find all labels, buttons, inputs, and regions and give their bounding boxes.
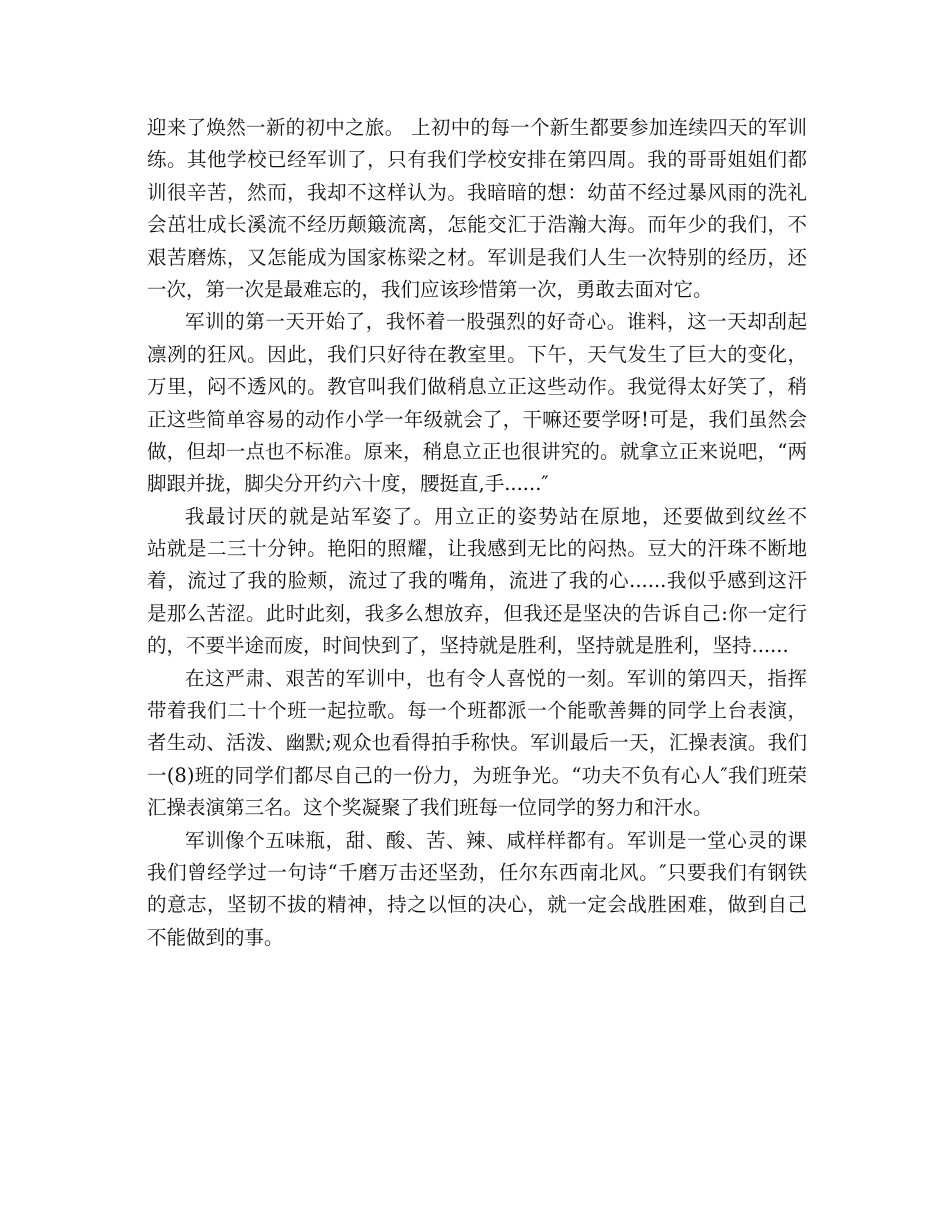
text-line: 站就是二三十分钟。艳阳的照耀，让我感到无比的闷热。豆大的汗珠不断地 — [147, 537, 807, 561]
text-line: 迎来了焕然一新的初中之旅。 上初中的每一个新生都要参加连续四天的军训 — [147, 116, 807, 139]
text-line: 我们曾经学过一句诗“千磨万击还坚劲，任尔东西南北风。″只要我们有钢铁 — [147, 860, 807, 884]
text-line: 军训的第一天开始了，我怀着一股强烈的好奇心。谁料，这一天却刮起 — [185, 310, 807, 334]
paragraph-4 — [147, 663, 807, 825]
text-line: 的意志，坚韧不拔的精神，持之以恒的决心，就一定会战胜困难，做到自己 — [147, 893, 807, 917]
text-line: 凛冽的狂风。因此，我们只好待在教室里。下午，天气发生了巨大的变化， — [147, 342, 807, 366]
paragraph-1 — [147, 112, 807, 306]
text-line: 带着我们二十个班一起拉歌。每一个班都派一个能歌善舞的同学上台表演， — [147, 699, 807, 723]
paragraph-2 — [147, 306, 807, 500]
text-line: 军训像个五味瓶，甜、酸、苦、辣、咸样样都有。军训是一堂心灵的课 — [185, 828, 807, 852]
text-line: 万里，闷不透风的。教官叫我们做稍息立正这些动作。我觉得太好笑了，稍 — [147, 375, 807, 399]
text-line: 脚跟并拢，脚尖分开约六十度，腰挺直,手......″ — [147, 472, 549, 496]
text-line: 正这些简单容易的动作小学一年级就会了，干嘛还要学呀!可是，我们虽然会 — [147, 407, 807, 431]
text-line: 一(8)班的同学们都尽自己的一份力，为班争光。“功夫不负有心人″我们班荣 — [147, 763, 807, 787]
text-line: 的，不要半途而废，时间快到了，坚持就是胜利，坚持就是胜利，坚持...... — [147, 634, 789, 658]
text-line: 做，但却一点也不标准。原来，稍息立正也很讲究的。就拿立正来说吧，“两 — [147, 439, 807, 463]
text-line: 会茁壮成长溪流不经历颠簸流离，怎能交汇于浩瀚大海。而年少的我们，不 — [147, 213, 807, 237]
text-line: 汇操表演第三名。这个奖凝聚了我们班每一位同学的努力和汗水。 — [147, 796, 713, 820]
text-line: 着，流过了我的脸颊，流过了我的嘴角，流进了我的心......我似乎感到这汗 — [147, 569, 807, 593]
text-line: 一次，第一次是最难忘的，我们应该珍惜第一次，勇敢去面对它。 — [147, 277, 713, 301]
paragraph-5 — [147, 825, 807, 955]
text-line: 训很辛苦，然而，我却不这样认为。我暗暗的想：幼苗不经过暴风雨的洗礼 — [147, 180, 807, 204]
text-line: 不能做到的事。 — [147, 925, 284, 949]
text-line: 者生动、活泼、幽默;观众也看得拍手称快。军训最后一天，汇操表演。我们 — [147, 731, 807, 755]
text-line: 练。其他学校已经军训了，只有我们学校安排在第四周。我的哥哥姐姐们都 — [147, 148, 807, 172]
paragraph-3 — [147, 501, 807, 663]
text-line: 艰苦磨炼，又怎能成为国家栋梁之材。军训是我们人生一次特别的经历，还 — [147, 245, 807, 269]
text-line: 是那么苦涩。此时此刻，我多么想放弃，但我还是坚决的告诉自己:你一定行 — [147, 601, 807, 625]
text-line: 在这严肃、艰苦的军训中，也有令人喜悦的一刻。军训的第四天，指挥 — [185, 666, 807, 690]
text-line: 我最讨厌的就是站军姿了。用立正的姿势站在原地，还要做到纹丝不 — [185, 504, 807, 528]
essay-body — [147, 112, 807, 954]
